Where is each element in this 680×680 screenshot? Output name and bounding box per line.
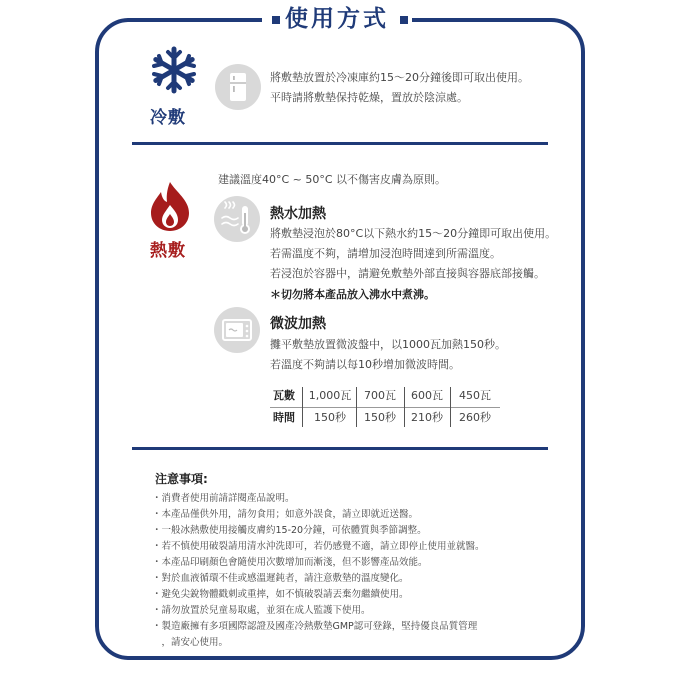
table-cell-time-1: 150秒 xyxy=(314,411,346,424)
table-vline-3 xyxy=(404,387,405,427)
notice-item: ・消費者使用前請詳閱產品說明。 xyxy=(152,493,295,504)
hot-label: 熱敷 xyxy=(150,241,186,261)
table-row-time xyxy=(270,409,500,427)
table-divider xyxy=(270,407,500,408)
divider-2 xyxy=(132,447,548,450)
page-title: 使用方式 xyxy=(285,6,389,32)
notice-item: ，請安心使用。 xyxy=(152,637,229,648)
microwave-heading: 微波加熱 xyxy=(270,316,326,332)
notice-item: ・對於血液循環不佳或感溫遲鈍者，請注意敷墊的溫度變化。 xyxy=(152,573,409,584)
table-row-watts xyxy=(270,387,500,405)
snowflake-icon xyxy=(150,46,198,94)
microwave-line-1: 攤平敷墊放置微波盤中，以1000瓦加熱150秒。 xyxy=(270,338,506,351)
water-warning: ＊切勿將本產品放入沸水中煮沸。 xyxy=(270,288,435,301)
hot-intro: 建議溫度40°C ~ 50°C 以不傷害皮膚為原則。 xyxy=(218,173,447,186)
table-vline-1 xyxy=(302,387,303,427)
fridge-icon-circle xyxy=(215,64,261,110)
table-cell-time-4: 260秒 xyxy=(459,411,491,424)
table-cell-watts-1: 1,000瓦 xyxy=(308,389,352,402)
notice-item: ・一般冰熱敷使用接觸皮膚約15-20分鐘，可依體質與季節調整。 xyxy=(152,525,427,536)
cold-line-2: 平時請將敷墊保持乾燥，置放於陰涼處。 xyxy=(270,91,468,104)
water-line-2: 若需溫度不夠，請增加浸泡時間達到所需溫度。 xyxy=(270,247,501,260)
microwave-icon xyxy=(214,307,260,353)
water-line-1: 將敷墊浸泡於80°C以下熱水約15～20分鐘即可取出使用。 xyxy=(270,227,557,240)
table-vline-2 xyxy=(356,387,357,427)
notice-item: ・請勿放置於兒童易取處，並須在成人監護下使用。 xyxy=(152,605,371,616)
notice-item: ・本產品僅供外用，請勿食用；如意外誤食，請立即就近送醫。 xyxy=(152,509,419,520)
table-cell-time-2: 150秒 xyxy=(364,411,396,424)
cold-line-1: 將敷墊放置於冷凍庫約15～20分鐘後即可取出使用。 xyxy=(270,71,529,84)
notice-item: ・若不慎使用破裂請用清水沖洗即可，若仍感覺不適，請立即停止使用並就醫。 xyxy=(152,541,485,552)
fridge-icon xyxy=(215,64,261,110)
table-cell-watts-4: 450瓦 xyxy=(459,389,491,402)
table-head-watts: 瓦數 xyxy=(273,389,295,402)
thermometer-icon xyxy=(214,196,260,242)
notice-title: 注意事項: xyxy=(155,472,208,486)
microwave-icon-circle xyxy=(214,307,260,353)
notice-item: ・避免尖銳物體戳刺或重摔，如不慎破裂請丟棄勿繼續使用。 xyxy=(152,589,409,600)
table-cell-watts-3: 600瓦 xyxy=(411,389,443,402)
water-heading: 熱水加熱 xyxy=(270,206,326,222)
divider-1 xyxy=(132,142,548,145)
water-line-3: 若浸泡於容器中，請避免敷墊外部直接與容器底部接觸。 xyxy=(270,267,545,280)
microwave-line-2: 若溫度不夠請以每10秒增加微波時間。 xyxy=(270,358,460,371)
table-cell-watts-2: 700瓦 xyxy=(364,389,396,402)
cold-label: 冷敷 xyxy=(150,108,186,128)
table-cell-time-3: 210秒 xyxy=(411,411,443,424)
table-vline-4 xyxy=(450,387,451,427)
table-head-time: 時間 xyxy=(273,411,295,424)
flame-icon xyxy=(149,180,191,232)
hot-water-icon-circle xyxy=(214,196,260,242)
notice-item: ・製造廠擁有多項國際認證及國產冷熱敷墊GMP認可登錄，堅持優良品質管理 xyxy=(152,621,478,632)
notice-item: ・本產品印刷顏色會隨使用次數增加而漸淺，但不影響產品效能。 xyxy=(152,557,428,568)
